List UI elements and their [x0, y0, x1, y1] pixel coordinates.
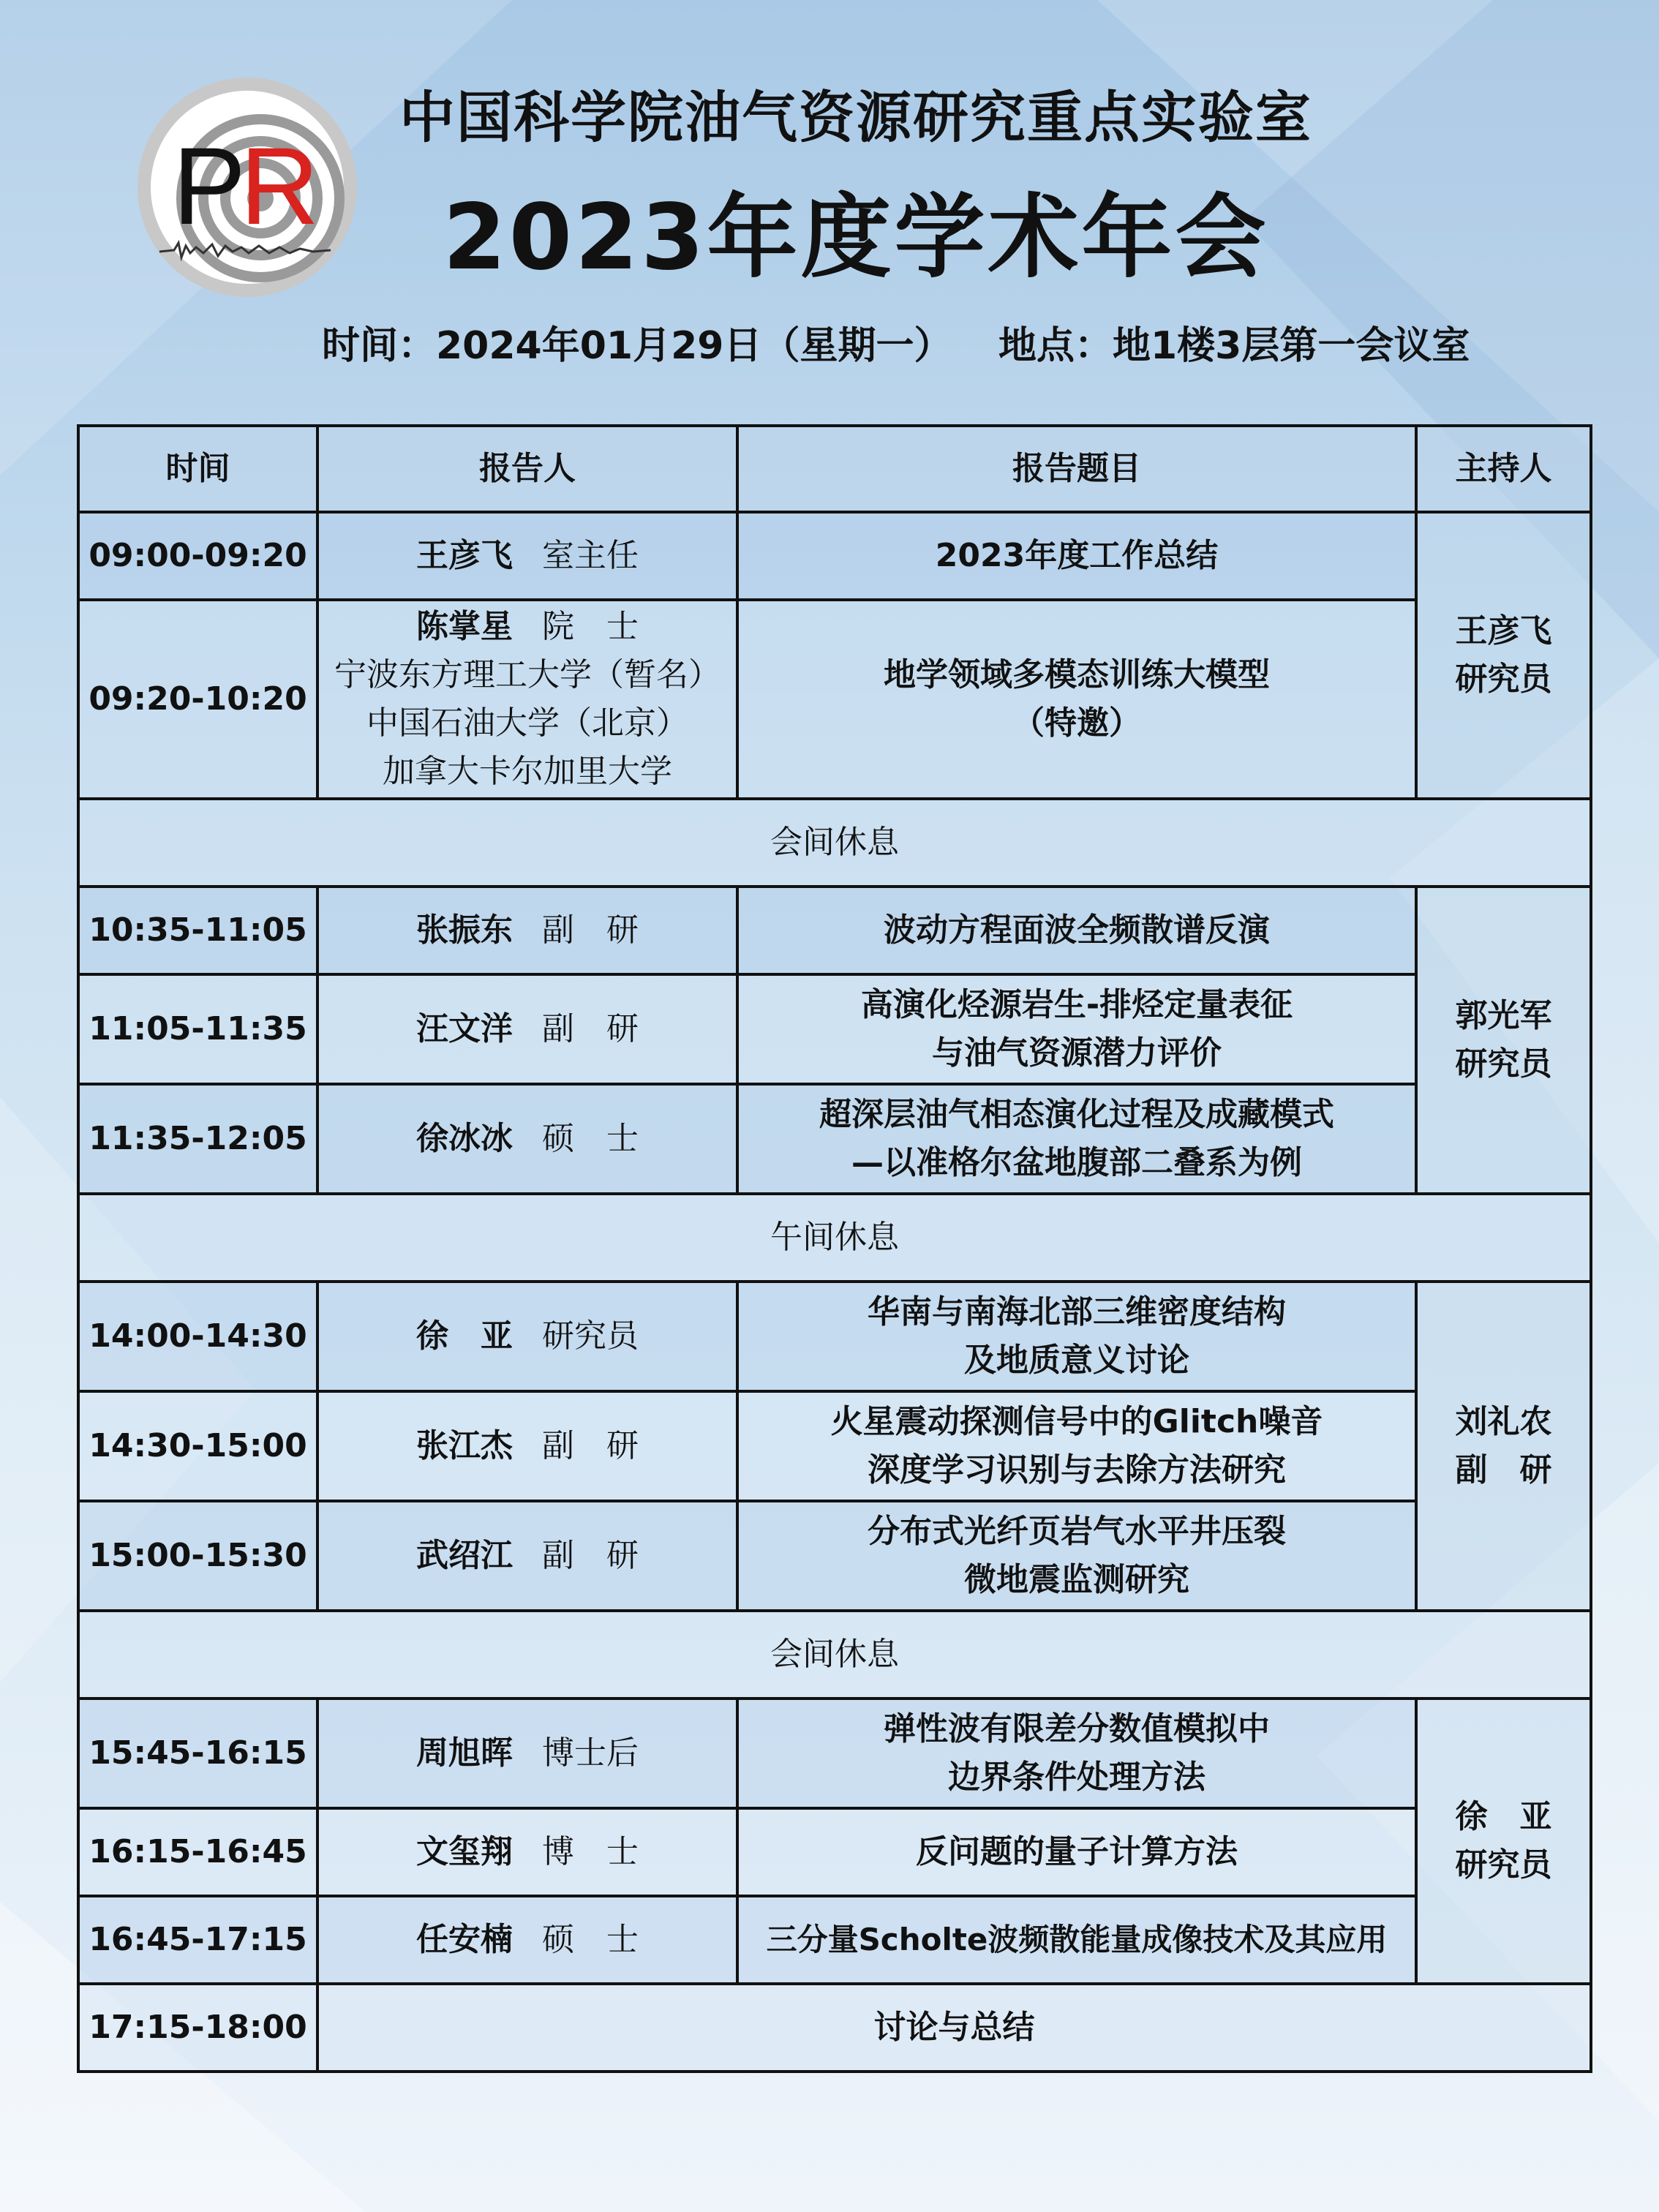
table-row — [78, 600, 1591, 799]
speaker-affiliation: 加拿大卡尔加里大学 — [383, 753, 672, 790]
speaker-title: 博 士 — [542, 1833, 639, 1870]
topic-line: 高演化烃源岩生-排烃定量表征 — [860, 986, 1293, 1023]
speaker-name: 王彦飞 — [416, 537, 513, 574]
event-location: 地点：地1楼3层第一会议室 — [998, 324, 1470, 368]
topic-line: 波动方程面波全频散谱反演 — [884, 911, 1270, 949]
topic-line: 深度学习识别与去除方法研究 — [868, 1451, 1286, 1489]
host-name: 刘礼农 — [1455, 1403, 1552, 1440]
event-time: 时间：2024年01月29日（星期一） — [322, 324, 952, 368]
row-speaker — [317, 512, 737, 600]
speaker-title: 副 研 — [542, 1537, 639, 1574]
speaker-name: 陈掌星 — [416, 608, 513, 645]
table-row — [78, 1698, 1591, 1808]
row-time: 16:45-17:15 — [78, 1896, 317, 1984]
row-time: 09:00-09:20 — [78, 512, 317, 600]
row-time: 09:20-10:20 — [78, 600, 317, 799]
row-time: 11:05-11:35 — [78, 974, 317, 1084]
speaker-title: 副 研 — [542, 1010, 639, 1047]
speaker-name: 周旭晖 — [416, 1734, 513, 1772]
row-speaker — [317, 1808, 737, 1896]
speaker-title: 副 研 — [542, 1427, 639, 1464]
speaker-name: 汪文洋 — [416, 1010, 513, 1047]
break-row — [78, 799, 1591, 887]
row-speaker — [317, 1501, 737, 1611]
row-topic — [737, 1698, 1416, 1808]
host-title: 研究员 — [1455, 661, 1552, 698]
header-time: 时间 — [78, 426, 317, 512]
row-speaker — [317, 1698, 737, 1808]
row-topic — [737, 1501, 1416, 1611]
host-cell — [1416, 887, 1591, 1194]
host-name: 徐 亚 — [1455, 1798, 1552, 1835]
topic-line: 反问题的量子计算方法 — [916, 1833, 1238, 1870]
speaker-title: 硕 士 — [542, 1120, 639, 1157]
row-time: 15:00-15:30 — [78, 1501, 317, 1611]
table-row — [78, 512, 1591, 600]
host-title: 副 研 — [1455, 1451, 1552, 1489]
row-topic — [737, 1084, 1416, 1194]
row-time: 14:00-14:30 — [78, 1282, 317, 1391]
row-speaker — [317, 1282, 737, 1391]
row-topic — [737, 1896, 1416, 1984]
speaker-name: 徐冰冰 — [416, 1120, 513, 1157]
table-row — [78, 1501, 1591, 1611]
break-row — [78, 1611, 1591, 1698]
host-cell — [1416, 512, 1591, 799]
topic-line: 华南与南海北部三维密度结构 — [868, 1293, 1286, 1331]
row-speaker — [317, 1391, 737, 1501]
topic-line: 与油气资源潜力评价 — [932, 1034, 1222, 1072]
speaker-title: 院 士 — [542, 608, 639, 645]
row-time: 14:30-15:00 — [78, 1391, 317, 1501]
org-title: 中国科学院油气资源研究重点实验室 — [399, 85, 1312, 150]
row-time: 10:35-11:05 — [78, 887, 317, 974]
topic-line: 弹性波有限差分数值模拟中 — [884, 1710, 1270, 1748]
table-row — [78, 1282, 1591, 1391]
header-host: 主持人 — [1416, 426, 1591, 512]
speaker-name: 武绍江 — [416, 1537, 513, 1574]
speaker-title: 研究员 — [542, 1317, 639, 1355]
table-row — [78, 887, 1591, 974]
host-name: 王彦飞 — [1455, 612, 1552, 650]
table-row — [78, 974, 1591, 1084]
table-row — [78, 1896, 1591, 1984]
header-speaker: 报告人 — [317, 426, 737, 512]
row-topic — [737, 512, 1416, 600]
table-row — [78, 1391, 1591, 1501]
host-cell — [1416, 1698, 1591, 1984]
table-row — [78, 1808, 1591, 1896]
row-speaker — [317, 600, 737, 799]
topic-line: 微地震监测研究 — [964, 1561, 1189, 1598]
logo-letter-p: P — [173, 124, 247, 247]
host-title: 研究员 — [1455, 1045, 1552, 1083]
row-time: 16:15-16:45 — [78, 1808, 317, 1896]
break-label: 午间休息 — [78, 1194, 1591, 1282]
topic-line: 分布式光纤页岩气水平井压裂 — [868, 1513, 1286, 1550]
break-label: 会间休息 — [78, 1611, 1591, 1698]
topic-line: 2023年度工作总结 — [935, 537, 1219, 574]
speaker-name: 张振东 — [416, 911, 513, 949]
row-speaker — [317, 887, 737, 974]
topic-line: 超深层油气相态演化过程及成藏模式 — [819, 1096, 1334, 1133]
host-name: 郭光军 — [1455, 997, 1552, 1034]
speaker-title: 副 研 — [542, 911, 639, 949]
row-topic — [737, 887, 1416, 974]
speaker-affiliation: 宁波东方理工大学（暂名） — [334, 656, 721, 693]
table-row — [78, 1984, 1591, 2072]
speaker-name: 文玺翔 — [416, 1833, 513, 1870]
topic-line: 边界条件处理方法 — [948, 1758, 1205, 1796]
header-topic: 报告题目 — [737, 426, 1416, 512]
table-header-row — [78, 426, 1591, 512]
host-cell — [1416, 1282, 1591, 1611]
row-speaker — [317, 1084, 737, 1194]
speaker-title: 室主任 — [542, 537, 639, 574]
host-title: 研究员 — [1455, 1846, 1552, 1884]
table-row — [78, 1084, 1591, 1194]
schedule-table — [77, 424, 1592, 2073]
row-topic — [737, 1391, 1416, 1501]
row-topic — [737, 1808, 1416, 1896]
row-topic — [737, 1282, 1416, 1391]
logo-letter-r: R — [240, 124, 320, 247]
speaker-title: 硕 士 — [542, 1921, 639, 1958]
row-time: 15:45-16:15 — [78, 1698, 317, 1808]
speaker-affiliation: 中国石油大学（北京） — [366, 704, 688, 742]
row-speaker — [317, 1896, 737, 1984]
topic-line: 三分量Scholte波频散能量成像技术及其应用 — [766, 1922, 1388, 1957]
speaker-name: 张江杰 — [416, 1427, 513, 1464]
topic-line: 火星震动探测信号中的Glitch噪音 — [830, 1403, 1323, 1440]
break-row — [78, 1194, 1591, 1282]
topic-line: 及地质意义讨论 — [964, 1342, 1189, 1379]
speaker-title: 博士后 — [542, 1734, 639, 1772]
row-speaker — [317, 974, 737, 1084]
speaker-name: 任安楠 — [416, 1921, 513, 1958]
row-time: 11:35-12:05 — [78, 1084, 317, 1194]
event-title: 2023年度学术年会 — [443, 185, 1269, 290]
row-topic — [737, 974, 1416, 1084]
break-label: 会间休息 — [78, 799, 1591, 887]
closing-label: 讨论与总结 — [317, 1984, 1591, 2072]
topic-line: （特邀） — [1012, 704, 1141, 742]
topic-line: 地学领域多模态训练大模型 — [884, 656, 1270, 693]
row-time: 17:15-18:00 — [78, 1984, 317, 2072]
topic-line: —以准格尔盆地腹部二叠系为例 — [851, 1144, 1302, 1181]
row-topic — [737, 600, 1416, 799]
speaker-name: 徐 亚 — [416, 1317, 513, 1355]
